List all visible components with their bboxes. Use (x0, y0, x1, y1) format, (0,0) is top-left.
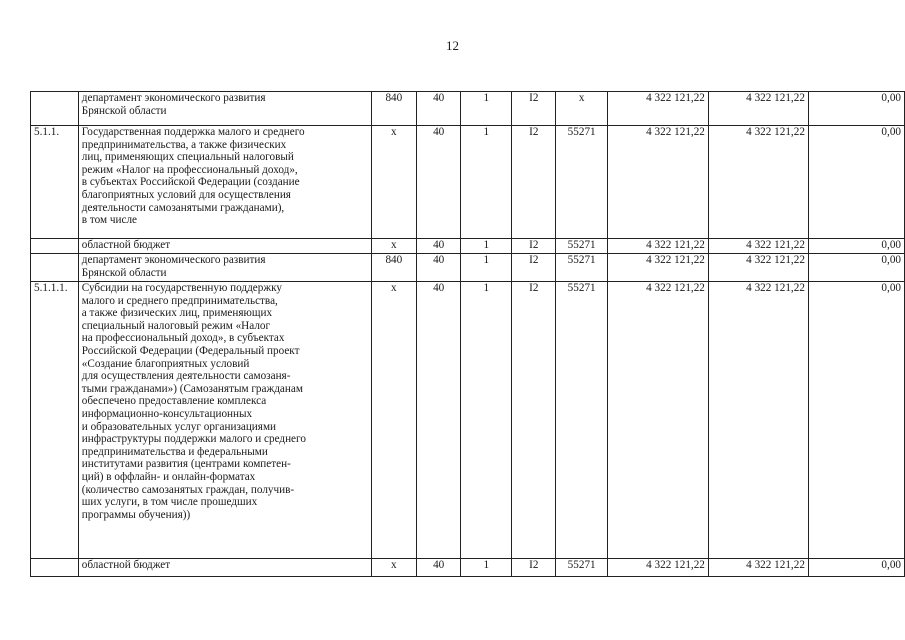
cell-project-code: I2 (512, 126, 556, 239)
cell-amount-1: 4 322 121,22 (607, 254, 708, 282)
table-row (31, 559, 905, 577)
cell-subprogram-code: 1 (461, 92, 512, 126)
row-description: Государственная поддержка малого и среднего предпринимательства, а также физических лиц, применяющих специальный налоговый режим «Налог на профессиональный доход», в субъектах Российской Федерации (создание благоприятных условий для осуществления деятельности самозанятыми гражданами), в том числе (78, 126, 371, 239)
row-number (31, 239, 79, 254)
row-number: 5.1.1. (31, 126, 79, 239)
cell-subprogram-code: 1 (461, 254, 512, 282)
row-description: департамент экономического развития Брянской области (78, 92, 371, 126)
cell-amount-1: 4 322 121,22 (607, 239, 708, 254)
cell-direction-code: 55271 (556, 559, 608, 577)
row-description: Субсидии на государственную поддержку малого и среднего предпринимательства, а также физических лиц, применяющих специальный налоговый режим «Налог на профессиональный доход», в субъектах Российской Федерации (Федеральный проект «Создание благоприятных условий для осуществления деятельности самозаня- тыми гражданами») (Самозанятым гражданам обеспечено предоставление комплекса информационно-консультационных и образовательных услуг организациями инфраструктуры поддержки малого и среднего предпринимательства и федеральными институтами развития (центрами компетен- ций) в оффлайн- и онлайн-форматах (количество самозанятых граждан, получив- ших услуги, в том числе прошедших программы обучения)) (78, 282, 371, 559)
cell-admin-code: х (371, 239, 416, 254)
cell-project-code: I2 (512, 282, 556, 559)
cell-amount-3: 0,00 (808, 239, 904, 254)
cell-program-code: 40 (417, 239, 461, 254)
cell-amount-2: 4 322 121,22 (708, 254, 808, 282)
cell-project-code: I2 (512, 239, 556, 254)
cell-direction-code: х (556, 92, 608, 126)
row-number (31, 254, 79, 282)
row-number: 5.1.1.1. (31, 282, 79, 559)
cell-direction-code: 55271 (556, 126, 608, 239)
cell-amount-3: 0,00 (808, 92, 904, 126)
table-row (31, 254, 905, 282)
cell-subprogram-code: 1 (461, 126, 512, 239)
cell-amount-1: 4 322 121,22 (607, 559, 708, 577)
cell-amount-2: 4 322 121,22 (708, 92, 808, 126)
cell-program-code: 40 (417, 254, 461, 282)
cell-amount-1: 4 322 121,22 (607, 92, 708, 126)
table-row (31, 92, 905, 126)
table-row (31, 282, 905, 559)
cell-admin-code: х (371, 126, 416, 239)
budget-table (30, 91, 905, 577)
cell-admin-code: 840 (371, 92, 416, 126)
cell-program-code: 40 (417, 282, 461, 559)
cell-admin-code: х (371, 282, 416, 559)
table-row (31, 239, 905, 254)
cell-amount-3: 0,00 (808, 254, 904, 282)
cell-subprogram-code: 1 (461, 239, 512, 254)
row-description: департамент экономического развития Брянской области (78, 254, 371, 282)
cell-admin-code: 840 (371, 254, 416, 282)
cell-project-code: I2 (512, 559, 556, 577)
cell-admin-code: х (371, 559, 416, 577)
cell-direction-code: 55271 (556, 254, 608, 282)
cell-amount-1: 4 322 121,22 (607, 126, 708, 239)
cell-amount-2: 4 322 121,22 (708, 559, 808, 577)
cell-subprogram-code: 1 (461, 282, 512, 559)
table-row (31, 126, 905, 239)
page-number: 12 (446, 38, 459, 53)
cell-subprogram-code: 1 (461, 559, 512, 577)
cell-amount-3: 0,00 (808, 559, 904, 577)
cell-amount-3: 0,00 (808, 126, 904, 239)
cell-program-code: 40 (417, 126, 461, 239)
row-number (31, 559, 79, 577)
cell-project-code: I2 (512, 254, 556, 282)
cell-amount-2: 4 322 121,22 (708, 126, 808, 239)
row-description: областной бюджет (78, 239, 371, 254)
row-description: областной бюджет (78, 559, 371, 577)
cell-amount-1: 4 322 121,22 (607, 282, 708, 559)
cell-program-code: 40 (417, 92, 461, 126)
cell-program-code: 40 (417, 559, 461, 577)
cell-amount-2: 4 322 121,22 (708, 239, 808, 254)
cell-project-code: I2 (512, 92, 556, 126)
row-number (31, 92, 79, 126)
cell-direction-code: 55271 (556, 239, 608, 254)
cell-amount-2: 4 322 121,22 (708, 282, 808, 559)
cell-amount-3: 0,00 (808, 282, 904, 559)
cell-direction-code: 55271 (556, 282, 608, 559)
